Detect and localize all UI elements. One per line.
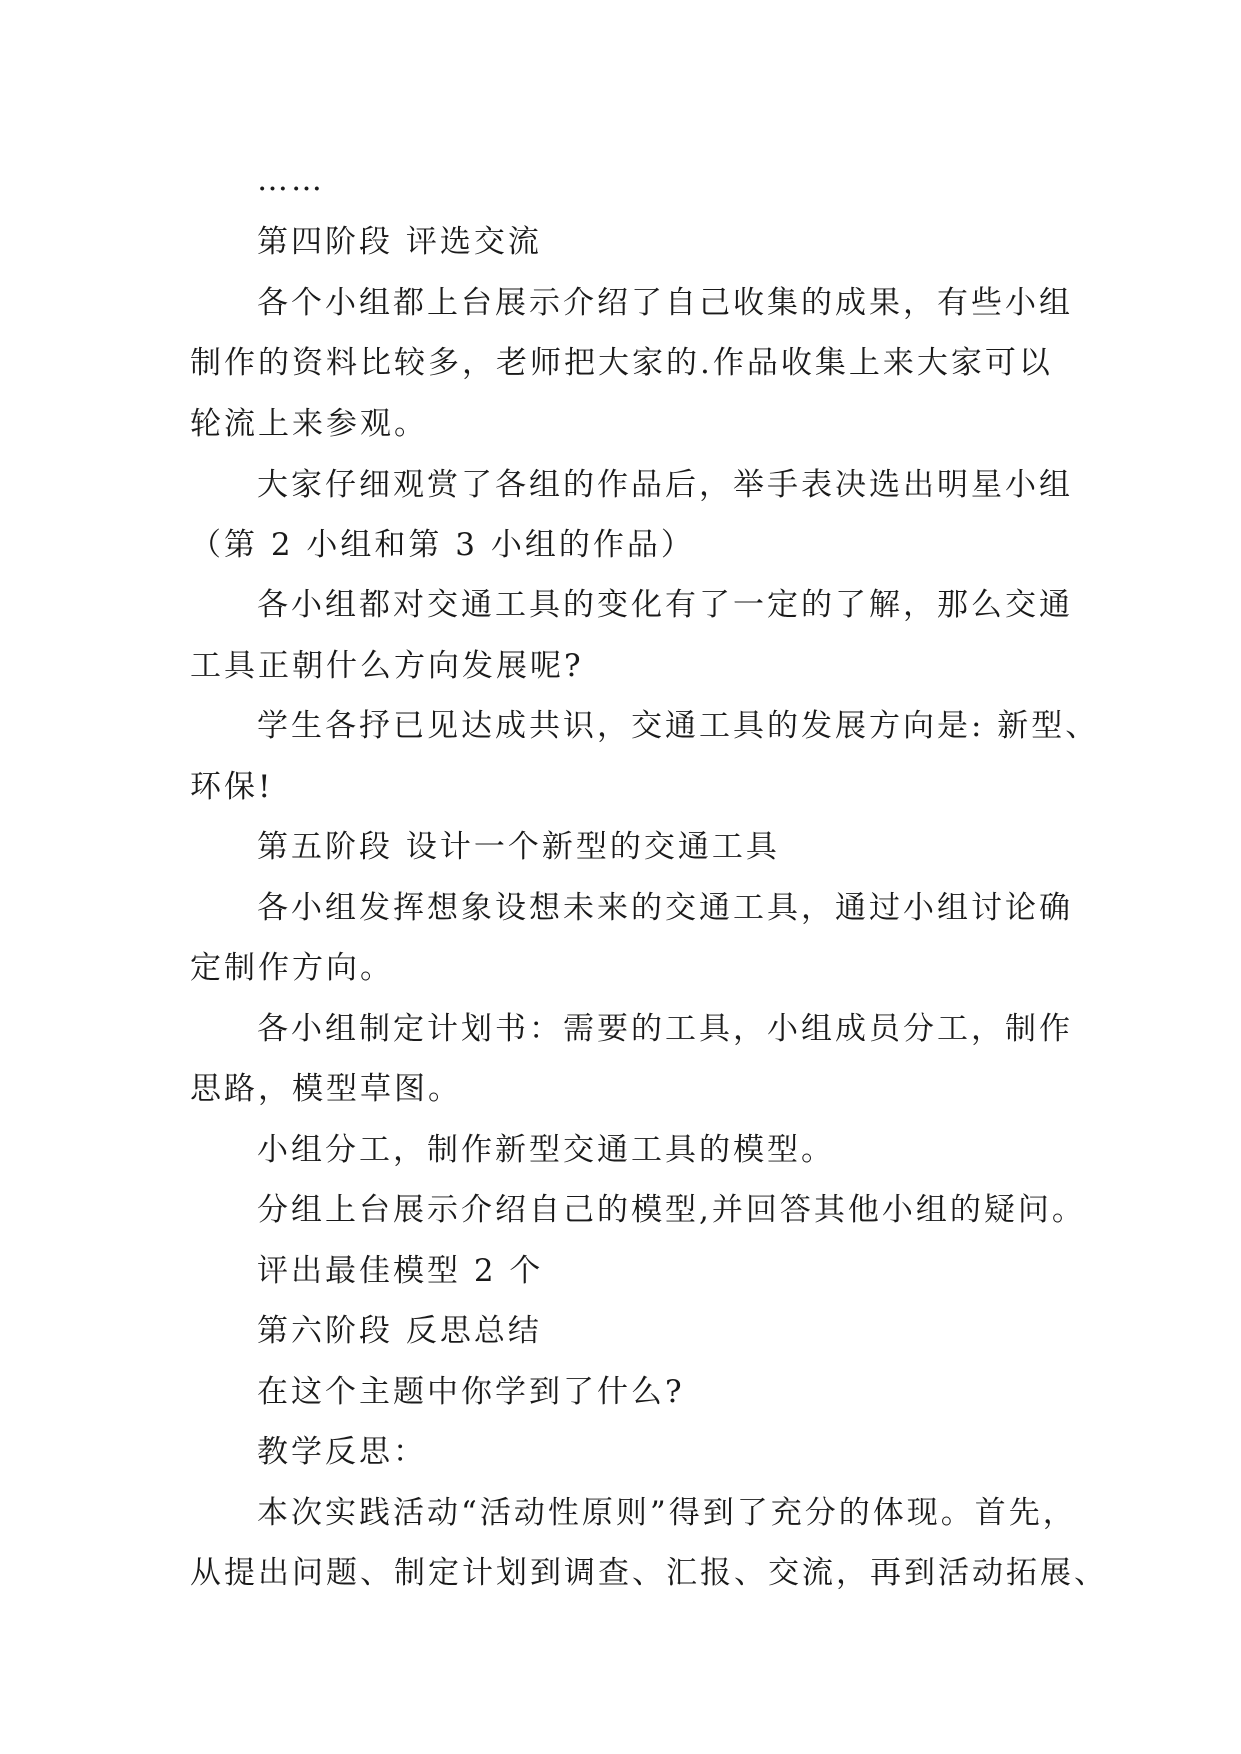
section-heading-stage-6: 第六阶段 反思总结	[257, 1313, 542, 1349]
reflection-heading: 教学反思：	[257, 1434, 427, 1470]
paragraph-line: 环保!	[190, 769, 274, 805]
ellipsis-line: ……	[257, 162, 325, 198]
paragraph-line: 各个小组都上台展示介绍了自己收集的成果，有些小组	[257, 285, 1073, 321]
paragraph-line: 学生各抒已见达成共识，交通工具的发展方向是: 新型、	[257, 708, 1100, 744]
paragraph-line: 各小组制定计划书：需要的工具，小组成员分工，制作	[257, 1011, 1073, 1047]
section-heading-stage-5: 第五阶段 设计一个新型的交通工具	[257, 829, 780, 865]
paragraph-line: 定制作方向。	[190, 950, 394, 986]
paragraph-line: 各小组都对交通工具的变化有了一定的了解，那么交通	[257, 587, 1073, 623]
paragraph-line: 在这个主题中你学到了什么?	[257, 1374, 685, 1410]
paragraph-line: 本次实践活动“活动性原则”得到了充分的体现。首先，	[257, 1495, 1077, 1531]
paragraph-line: （第 2 小组和第 3 小组的作品）	[190, 527, 695, 563]
paragraph-line: 小组分工，制作新型交通工具的模型。	[257, 1132, 835, 1168]
paragraph-line: 制作的资料比较多，老师把大家的.作品收集上来大家可以	[190, 345, 1053, 381]
paragraph-line: 从提出问题、制定计划到调查、汇报、交流，再到活动拓展、	[190, 1555, 1108, 1591]
paragraph-line: 轮流上来参观。	[190, 406, 428, 442]
paragraph-line: 评出最佳模型 2 个	[257, 1253, 544, 1289]
paragraph-line: 工具正朝什么方向发展呢?	[190, 648, 584, 684]
paragraph-line: 分组上台展示介绍自己的模型,并回答其他小组的疑问。	[257, 1192, 1086, 1228]
paragraph-line: 大家仔细观赏了各组的作品后，举手表决选出明星小组	[257, 467, 1073, 503]
paragraph-line: 思路，模型草图。	[190, 1071, 462, 1107]
section-heading-stage-4: 第四阶段 评选交流	[257, 224, 542, 260]
paragraph-line: 各小组发挥想象设想未来的交通工具，通过小组讨论确	[257, 890, 1073, 926]
